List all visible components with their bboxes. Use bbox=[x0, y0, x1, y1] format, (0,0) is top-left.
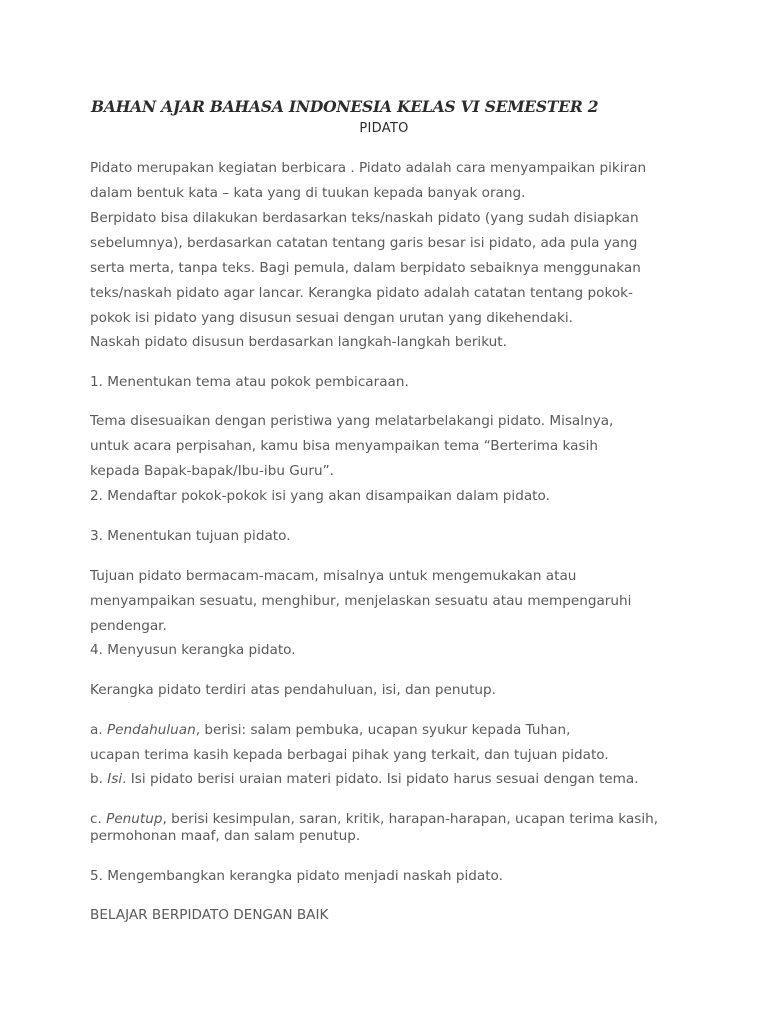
kerangka-text: Kerangka pidato terdiri atas pendahuluan, isi, dan penutup. bbox=[90, 682, 496, 698]
intro-line-8: Naskah pidato disusun berdasarkan langkah-langkah berikut. bbox=[90, 334, 507, 350]
step-1: 1. Menentukan tema atau pokok pembicaraan. bbox=[90, 374, 409, 390]
tema-line-1: Tema disesuaikan dengan peristiwa yang melatarbelakangi pidato. Misalnya, bbox=[90, 413, 614, 429]
item-a-line-2: ucapan terima kasih kepada berbagai pihak yang terkait, dan tujuan pidato. bbox=[90, 747, 609, 763]
item-c-line-1 bbox=[90, 810, 658, 828]
item-a-prefix: a. bbox=[90, 722, 107, 738]
intro-line-2: dalam bentuk kata – kata yang di tuukan kepada banyak orang. bbox=[90, 185, 526, 201]
step-2: 2. Mendaftar pokok-pokok isi yang akan disampaikan dalam pidato. bbox=[90, 488, 550, 504]
item-c-term: Penutup bbox=[106, 811, 163, 827]
item-a-rest: , berisi: salam pembuka, ucapan syukur kepada Tuhan, bbox=[195, 722, 571, 738]
closing-heading: BELAJAR BERPIDATO DENGAN BAIK bbox=[90, 907, 329, 923]
step-3: 3. Menentukan tujuan pidato. bbox=[90, 528, 291, 544]
tema-line-3: kepada Bapak-bapak/Ibu-ibu Guru”. bbox=[90, 463, 334, 479]
item-b-prefix: b. bbox=[90, 771, 108, 787]
tujuan-line-1: Tujuan pidato bermacam-macam, misalnya untuk mengemukakan atau bbox=[90, 568, 577, 584]
intro-line-5: serta merta, tanpa teks. Bagi pemula, dalam berpidato sebaiknya menggunakan bbox=[90, 260, 641, 276]
step-4: 4. Menyusun kerangka pidato. bbox=[90, 642, 296, 658]
intro-line-1: Pidato merupakan kegiatan berbicara . Pidato adalah cara menyampaikan pikiran bbox=[90, 160, 647, 176]
document-subtitle bbox=[0, 121, 768, 136]
tema-line-2: untuk acara perpisahan, kamu bisa menyampaikan tema “Berterima kasih bbox=[90, 438, 598, 454]
item-a-term: Pendahuluan bbox=[106, 722, 196, 738]
intro-line-4: sebelumnya), berdasarkan catatan tentang garis besar isi pidato, ada pula yang bbox=[90, 235, 638, 251]
item-c-rest: , berisi kesimpulan, saran, kritik, harapan-harapan, ucapan terima kasih, bbox=[162, 811, 659, 827]
item-b-term: Isi bbox=[107, 771, 123, 787]
item-c-line-2: permohonan maaf, dan salam penutup. bbox=[90, 828, 361, 844]
intro-line-7: pokok isi pidato yang disusun sesuai dengan urutan yang dikehendaki. bbox=[90, 310, 573, 326]
tujuan-line-2: menyampaikan sesuatu, menghibur, menjelaskan sesuatu atau mempengaruhi bbox=[90, 593, 632, 609]
intro-line-6: teks/naskah pidato agar lancar. Kerangka pidato adalah catatan tentang pokok- bbox=[90, 285, 633, 301]
intro-line-3: Berpidato bisa dilakukan berdasarkan teks/naskah pidato (yang sudah disiapkan bbox=[90, 210, 639, 226]
document-title: BAHAN AJAR BAHASA INDONESIA KELAS VI SEMESTER 2 bbox=[91, 97, 599, 116]
item-c-prefix: c. bbox=[90, 811, 107, 827]
tujuan-line-3: pendengar. bbox=[90, 618, 167, 634]
item-b-rest: . Isi pidato berisi uraian materi pidato. Isi pidato harus sesuai dengan tema. bbox=[122, 771, 639, 787]
subtitle-text: PIDATO bbox=[359, 121, 409, 136]
item-b-line bbox=[90, 770, 639, 788]
step-5: 5. Mengembangkan kerangka pidato menjadi naskah pidato. bbox=[90, 868, 503, 884]
item-a-line-1 bbox=[90, 721, 570, 739]
